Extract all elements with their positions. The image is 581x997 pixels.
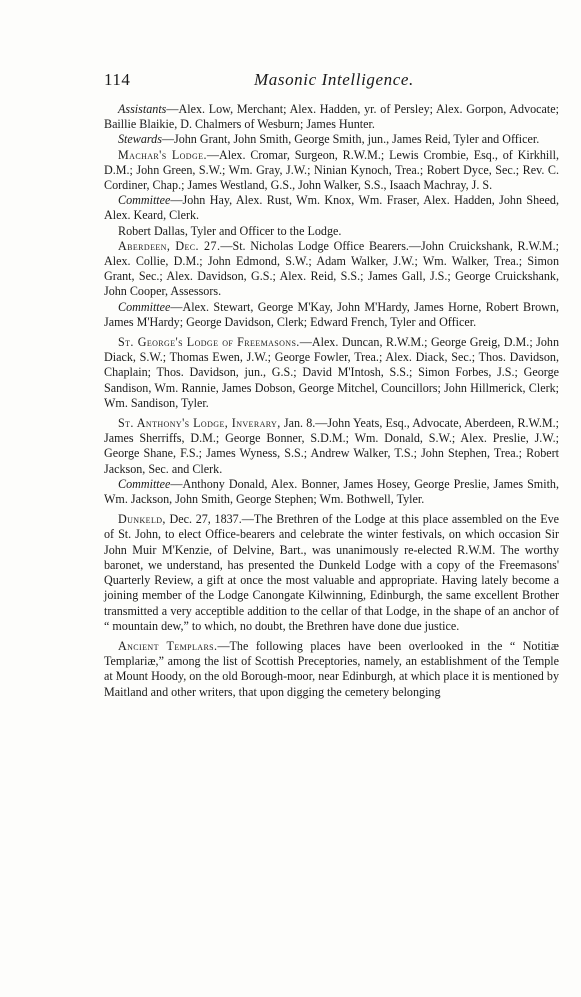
lead: Stewards [118, 132, 162, 147]
paragraph-committee-1 [104, 193, 559, 223]
paragraph-st-anthony [104, 416, 559, 477]
paragraph-text: —Alex. Cromar, Surgeon, R.W.M.; Lewis Crombie, Esq., of Kirkhill, D.M.; John Green, S.W.; Wm. Gray, J.W.; Ninian Kynoch, Trea.; Robert Dyce, Sec.; Rev. C. Cordiner, Chap.; James Westland, G.S., John Walker, S.S., Isaach Machray, J. S. [104, 147, 559, 193]
lead: St. Anthony's Lodge, Inverary, [118, 416, 281, 431]
paragraph-assistants [104, 102, 559, 132]
paragraph-text: —St. Nicholas Lodge Office Bearers.—John Cruickshank, R.W.M.; Alex. Collie, D.M.; John Edmond, S.W.; Adam Walker, J.W.; Wm. Walker, Trea.; Simon Grant, Sec.; Alex. Davidson, G.S.; Alex. Reid, S.S.; James Gall, J.S.; George Cruickshank, John Cooper, Assessors. [104, 238, 559, 299]
paragraph-text: —John Grant, John Smith, George Smith, jun., James Reid, Tyler and Officer. [161, 132, 540, 147]
paragraph-text: —The following places have been overlooked in the “ Notitiæ Templariæ,” among the list of Scottish Preceptories, namely, an establishment of the Temple at Mount Hoody, on the old Borough-moor, near Edinburgh, at which place it is mentioned by Maitland and other writers, that upon digging the cemetery belonging [104, 638, 559, 699]
lead: Committee [118, 193, 171, 208]
paragraph-machar-lodge [104, 148, 559, 194]
paragraph-text: —Alex. Stewart, George M'Kay, John M'Hardy, James Horne, Robert Brown, James M'Hardy; George Davidson, Clerk; Edward French, Tyler and Officer. [104, 299, 559, 329]
paragraph-stewards [104, 132, 559, 147]
paragraph-text: —Anthony Donald, Alex. Bonner, James Hosey, George Preslie, James Smith, Wm. Jackson, John Smith, George Stephen; Wm. Bothwell, Tyler. [104, 476, 559, 507]
paragraph-ancient-templars [104, 639, 559, 700]
lead: Ancient Templars. [118, 638, 218, 653]
paragraph-text: Dec. 27, 1837.—The Brethren of the Lodge at this place assembled on the Eve of St. John, to elect Office-bearers and celebrate the winter festivals, on which occasion Sir John Muir M'Kenzie, of Delvine, Bart., was unanimously re-elected R.W.M. The worthy baronet, we understand, has presented the Dunkeld Lodge with a copy of the Freemasons' Quarterly Review, a gift at once the most valuable and appropriate. Having lately become a joining member of the Lodge Canongate Kilwinning, Edinburgh, the same excellent Brother transmitted a very acceptible addition to the cellar of that Lodge, in the shape of an anchor of “ mountain dew,” to which, no doubt, the Brethren have done due justice. [104, 512, 559, 633]
page-body [104, 102, 559, 700]
lead: Machar's Lodge. [118, 147, 207, 162]
paragraph-text: —Alex. Duncan, R.W.M.; George Greig, D.M.; John Diack, S.W.; Thomas Ewen, J.W.; George Fowler, Trea.; Alex. Diack, Sec.; Thos. Davidson, Chaplain; Thos. Davidson, jun., G.S.; David M'Intosh, S.S.; Simon Forbes, J.S.; George Sandison, Wm. Rannie, James Dobson, George Mitchel, Councillors; John Hillmerick, Clerk; Wm. Sandison, Tyler. [104, 335, 559, 410]
paragraph-committee-3 [104, 477, 559, 507]
lead: Aberdeen, Dec. 27. [118, 238, 221, 253]
running-title: Masonic Intelligence. [254, 70, 414, 89]
page-number: 114 [104, 70, 131, 89]
paragraph-text: Robert Dallas, Tyler and Officer to the Lodge. [118, 223, 342, 238]
paragraph-committee-2 [104, 300, 559, 330]
lead: Dunkeld, [118, 512, 166, 527]
page-header [104, 70, 559, 96]
lead: St. George's Lodge of Freemasons. [118, 335, 300, 350]
paragraph-st-george [104, 335, 559, 411]
paragraph-text: Jan. 8.—John Yeats, Esq., Advocate, Aberdeen, R.W.M.; James Sherriffs, D.M.; George Bonner, S.D.M.; Wm. Donald, S.W.; Alex. Preslie, J.W.; George Shane, F.S.; James Wyness, S.S.; Andrew Walker, T.S.; John Stephen, Trea.; Robert Jackson, Sec. and Clerk. [104, 416, 559, 476]
paragraph-text: —Alex. Low, Merchant; Alex. Hadden, yr. of Persley; Alex. Gorpon, Advocate; Baillie Blaikie, D. Chalmers of Wesburn; James Hunter. [104, 102, 559, 132]
document-page [104, 70, 559, 700]
paragraph-text: —John Hay, Alex. Rust, Wm. Knox, Wm. Fraser, Alex. Hadden, John Sheed, Alex. Keard, Clerk. [104, 193, 559, 223]
paragraph-tyler [104, 224, 559, 239]
lead: Committee [118, 299, 171, 314]
lead: Assistants [118, 102, 167, 116]
lead: Committee [118, 476, 171, 491]
paragraph-aberdeen [104, 239, 559, 300]
paragraph-dunkeld [104, 512, 559, 634]
